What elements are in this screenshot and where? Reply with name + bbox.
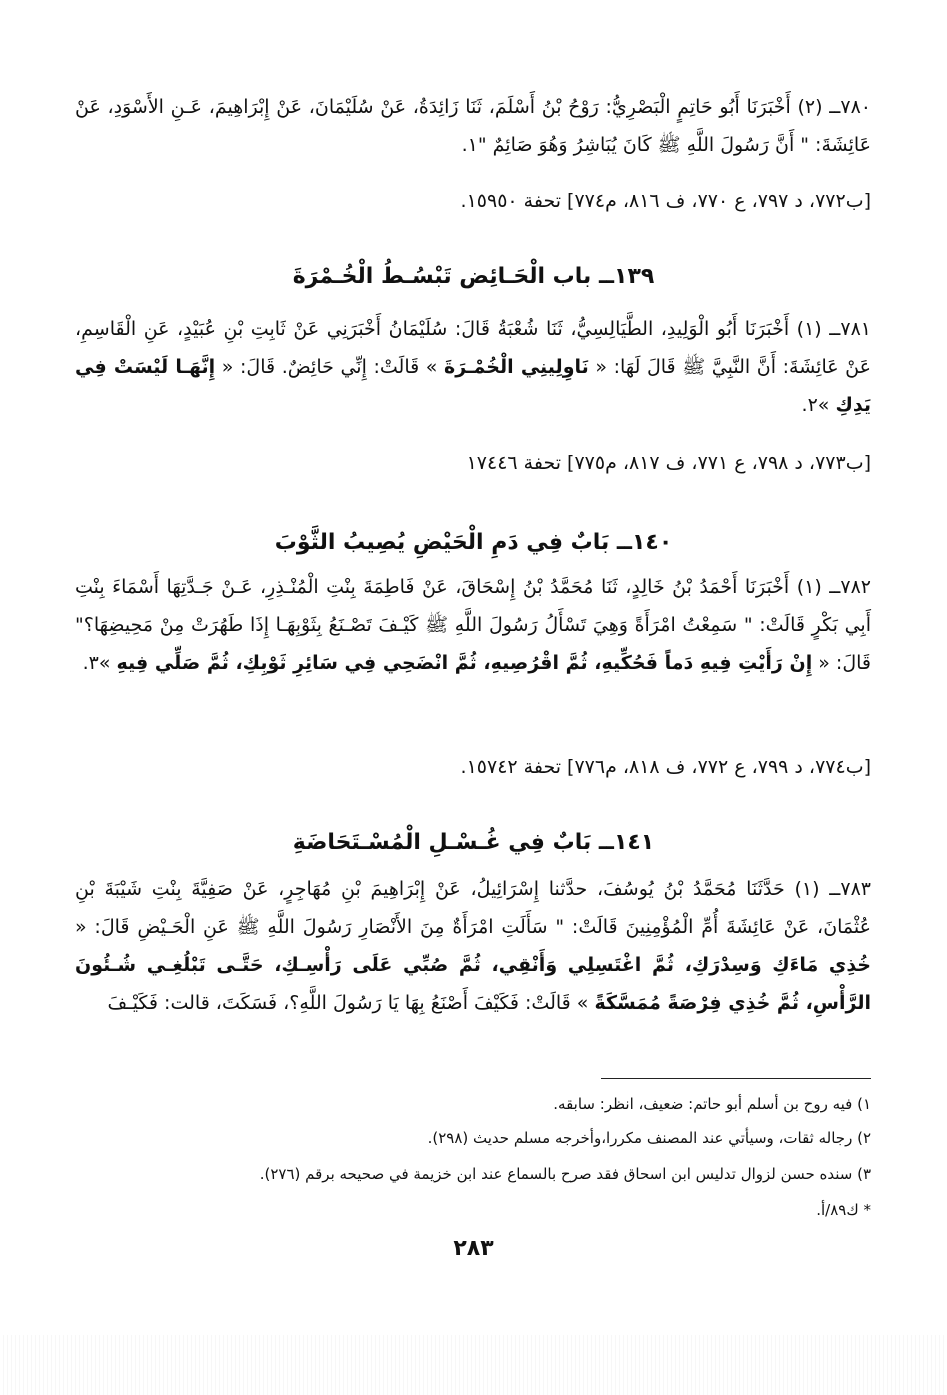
hadith-781 (75, 310, 871, 424)
hadith-782-text: ٧٨٢ــ (١) أَخْبَرَنَا أَحْمَدُ بْنُ خَالِدٍ، ثَنَا مُحَمَّدُ بْنُ إِسْحَاقَ، عَنْ فَاطِمَةَ بِنْتِ الْمُنْـذِرِ، عَـنْ جَـدَّتِهَا أَسْمَاءَ بِنْتِ أَبِي بَكْرٍ قَالَتْ: " سَمِعْتُ امْرَأَةً وَهِيَ تَسْأَلُ رَسُولَ اللَّهِ ﷺ كَيْـفَ تَصْـنَعُ بِثَوْبِهَـا إِذَا طَهُرَتْ مِنْ مَحِيضِهَا؟" قَالَ: « (75, 576, 871, 674)
hadith-781-references: [ب٧٧٣، د ٧٩٨، ع ٧٧١، ف ٨١٧، م٧٧٥] تحفة ١٧٤٤٦ (466, 452, 871, 474)
chapter-140-title: ١٤٠ــ بَابٌ فِي دَمِ الْحَيْضِ يُصِيبُ الثَّوْبَ (274, 530, 673, 555)
hadith-782-bold: إِنْ رَأَيْتِ فِيهِ دَماً فَحُكِّيهِ، ثُمَّ اقْرُصِيهِ، ثُمَّ انْضَحِي فِي سَائِرِ ثَوْبِكِ، ثُمَّ صَلِّي فِيهِ (116, 652, 813, 674)
hadith-780-text: ٧٨٠ــ (٢) أَخْبَرَنَا أَبُو حَاتِمٍ الْبَصْرِيُّ: رَوْحُ بْنُ أَسْلَمَ، ثَنَا زَائِدَةُ، عَنْ سُلَيْمَانَ، عَنْ إِبْرَاهِيمَ، عَـنِ الأَسْوَدِ، عَنْ عَائِشَةَ: " أَنَّ رَسُولَ اللَّهِ ﷺ كَانَ يُبَاشِرُ وَهُوَ صَائِمٌ "١. (75, 96, 871, 156)
chapter-141-title: ١٤١ــ بَابٌ فِي غُـسْـلِ الْمُسْـتَحَاضَةِ (292, 830, 655, 855)
hadith-780-references: [ب٧٧٢، د ٧٩٧، ع ٧٧٠، ف ٨١٦، م٧٧٤] تحفة ١٥٩٥٠. (460, 190, 871, 212)
hadith-783-bold: خُذِي مَاءَكِ وَسِدْرَكِ، ثُمَّ اغْتَسِلِي وَأَنْقِي، ثُمَّ صُبِّي عَلَى رَأْسِـكِ، حَتَّـى تَبْلُغِـي شُـئُونَ الرَّأْسِ، ثُمَّ خُذِي فِرْصَةً مُمَسَّكَةً (75, 954, 871, 1014)
hadith-782-references: [ب٧٧٤، د ٧٩٩، ع ٧٧٢، ف ٨١٨، م٧٧٦] تحفة ١٥٧٤٢. (460, 756, 871, 778)
hadith-781-text: ٧٨١ــ (١) أَخْبَرَنَا أَبُو الْوَلِيدِ، الطَّيَالِسِيُّ، ثَنَا شُعْبَةُ قَالَ: سُلَيْمَانُ أَخْبَرَنِي عَنْ ثَابِتِ بْنِ عُبَيْدٍ، عَنِ الْقَاسِمِ، عَنْ عَائِشَةَ: أَنَّ النَّبِيَّ ﷺ قَالَ لَهَا: « (75, 318, 871, 378)
hadith-781-mid: » قَالَتْ: إِنِّي حَائِضٌ. قَالَ: « (215, 356, 445, 378)
hadith-782 (75, 568, 871, 682)
manuscript-note: * ك٨٩/أ. (816, 1201, 871, 1219)
footnote-separator (601, 1078, 871, 1079)
hadith-780 (75, 88, 871, 164)
hadith-783-text: ٧٨٣ــ (١) حَدَّثَنَا مُحَمَّدُ بْنُ يُوسُفَ، حدَّثنا إِسْرَائِيلُ، عَنْ إِبْرَاهِيمَ بْنِ مُهَاجِرٍ، عَنْ صَفِيَّةَ بِنْتِ شَيْبَةَ بْنِ عُثْمَانَ، عَنْ عَائِشَةَ أُمِّ الْمُؤْمِنِينَ قَالَتْ: " سَأَلَتِ امْرَأَةٌ مِنَ الأَنْصَارِ رَسُولَ اللَّهِ ﷺ عَنِ الْحَـيْضِ قَالَ: « (75, 878, 872, 938)
footnote-2: ٢) رجاله ثقات، وسيأتي عند المصنف مكررا،وأخرجه مسلم حديث (٢٩٨). (427, 1129, 871, 1147)
chapter-139-title: ١٣٩ــ باب الْحَـائِض تَبْسُـطُ الْخُـمْرَةَ (292, 264, 655, 289)
hadith-782-end: »٣. (82, 652, 117, 674)
hadith-783-end: » قَالَتْ: فَكَيْفَ أَصْنَعُ بِهَا يَا رَسُولَ اللَّهِ؟، فَسَكَتَ، قالت: فَكَيْـفَ (107, 992, 595, 1014)
hadith-781-bold-2: إِنَّهَـا لَيْسَتْ فِي يَدِكِ (75, 356, 871, 416)
footnote-3: ٣) سنده حسن لزوال تدليس ابن اسحاق فقد صرح بالسماع عند ابن خزيمة في صحيحه برقم (٢٧٦). (259, 1165, 871, 1183)
hadith-781-end: »٢. (801, 394, 836, 416)
scan-texture (0, 1335, 947, 1395)
hadith-783 (75, 870, 871, 1022)
page-number: ٢٨٣ (453, 1236, 494, 1261)
hadith-781-bold-1: نَاوِلِينِي الْخُمْـرَةَ (444, 356, 589, 378)
footnote-1: ١) فيه روح بن أسلم أبو حاتم: ضعيف، انظر: سابقه. (553, 1095, 871, 1113)
